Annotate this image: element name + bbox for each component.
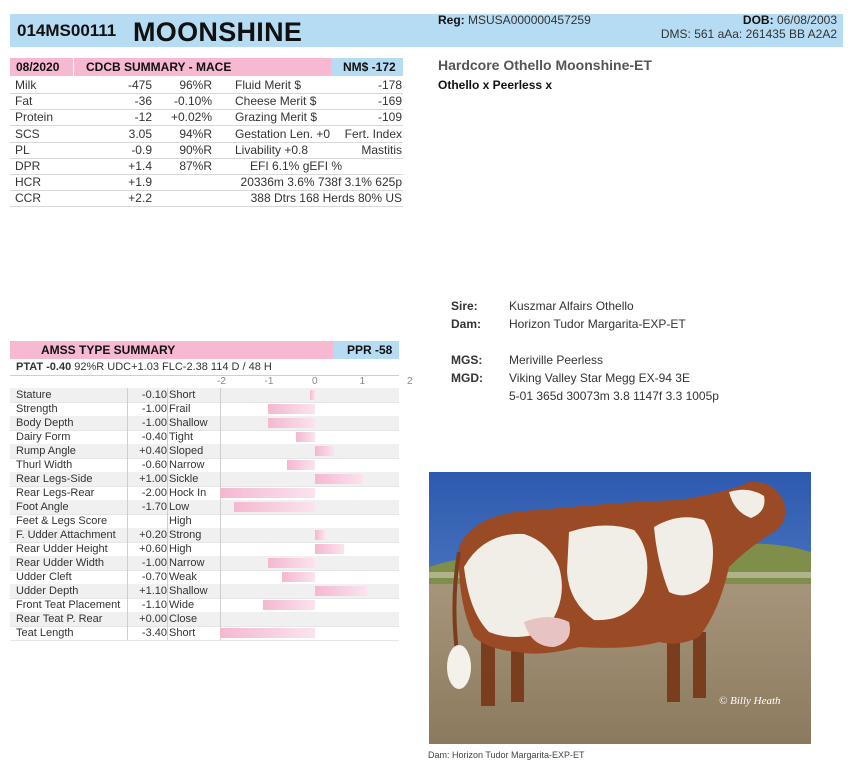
type-row	[10, 402, 399, 417]
production-cell-trait: DPR	[15, 159, 41, 173]
production-row	[10, 190, 403, 207]
type-bar	[268, 418, 316, 428]
type-trait: Rear Teat P. Rear	[16, 613, 103, 625]
type-trait: Rear Udder Width	[16, 557, 105, 569]
type-bar	[282, 572, 315, 582]
type-descriptor: Sloped	[169, 445, 204, 457]
summary-date: 08/2020	[16, 60, 60, 74]
type-descriptor: Shallow	[169, 417, 208, 429]
ptat-value: PTAT -0.40	[16, 361, 72, 373]
production-cell-val: +1.9	[128, 175, 152, 190]
type-trait: Front Teat Placement	[16, 599, 121, 611]
cow-photo	[429, 472, 811, 744]
type-value: +0.40	[139, 445, 167, 457]
production-cell-rel: 96%R	[179, 78, 212, 92]
dam-name: Horizon Tudor Margarita-EXP-ET	[509, 317, 686, 331]
type-trait: Strength	[16, 403, 58, 415]
type-trait: Rear Udder Height	[16, 543, 108, 555]
production-summary-title: CDCB SUMMARY - MACE	[86, 60, 232, 74]
column-separator	[127, 514, 128, 528]
type-value: -1.00	[141, 403, 167, 415]
type-value: -0.40	[141, 431, 167, 443]
type-bar	[268, 404, 316, 414]
ptat-line	[16, 361, 272, 373]
type-descriptor: High	[169, 515, 192, 527]
production-cell-trait: Protein	[15, 110, 54, 125]
type-bar	[287, 460, 316, 470]
production-row	[10, 174, 403, 191]
production-cell-trait: HCR	[15, 175, 41, 190]
column-separator	[167, 430, 168, 444]
production-cell-val: -0.9	[131, 142, 152, 157]
type-row	[10, 542, 399, 557]
type-value: +0.00	[139, 613, 167, 625]
column-separator	[127, 458, 128, 472]
type-row	[10, 570, 399, 585]
column-separator	[167, 528, 168, 542]
column-separator	[220, 444, 221, 458]
production-cell-label: 388 Dtrs 168 Herds 80% US	[250, 191, 402, 206]
type-bar	[220, 488, 315, 498]
column-separator	[167, 402, 168, 416]
type-descriptor: Wide	[169, 599, 195, 611]
type-value: -1.00	[141, 557, 167, 569]
bar-divider	[73, 58, 74, 76]
type-descriptor: Close	[169, 613, 198, 625]
column-separator	[127, 556, 128, 570]
sire-name: Kuszmar Alfairs Othello	[509, 299, 634, 313]
type-row	[10, 584, 399, 599]
type-trait: Rear Legs-Side	[16, 473, 93, 485]
production-cell-trait: CCR	[15, 191, 41, 206]
type-bar	[296, 432, 315, 442]
column-separator	[220, 514, 221, 528]
column-separator	[220, 472, 221, 486]
production-cell-rel: +0.02%	[170, 110, 212, 125]
column-separator	[127, 500, 128, 514]
axis-tick-label: 0	[312, 376, 318, 387]
production-cell-label: Fluid Merit $	[235, 78, 302, 92]
column-separator	[127, 528, 128, 542]
type-bar	[263, 600, 315, 610]
production-cell-rel: 87%R	[179, 159, 212, 173]
production-cell-label: Livability +0.8	[235, 142, 309, 157]
ptat-details: 92%R UDC+1.03 FLC-2.38 114 D / 48 H	[74, 361, 272, 373]
type-bar	[315, 474, 363, 484]
birth-date	[743, 13, 837, 27]
mgd-name: Viking Valley Star Megg EX-94 3E	[509, 371, 690, 385]
full-name: Hardcore Othello Moonshine-ET	[438, 57, 652, 73]
column-separator	[220, 556, 221, 570]
axis-tick-label: 1	[359, 376, 366, 387]
bull-code: 014MS00111	[17, 21, 117, 40]
type-bar	[315, 530, 325, 540]
mgd-label: MGD:	[451, 371, 483, 385]
dam-label: Dam:	[451, 317, 482, 331]
column-separator	[127, 416, 128, 430]
column-separator	[220, 528, 221, 542]
column-separator	[220, 430, 221, 444]
ptat-divider	[10, 375, 399, 376]
column-separator	[220, 388, 221, 402]
column-separator	[220, 542, 221, 556]
pedigree-line: Othello x Peerless x	[438, 78, 553, 92]
type-descriptor: Sickle	[169, 473, 199, 485]
production-cell-label: EFI 6.1% gEFI %	[250, 159, 343, 173]
production-cell-val2: Fert. Index	[344, 126, 402, 141]
production-cell-val2: -178	[377, 78, 402, 92]
type-trait: Rear Legs-Rear	[16, 487, 95, 499]
type-row	[10, 514, 399, 529]
production-cell-val: +2.2	[128, 191, 152, 206]
column-separator	[167, 514, 168, 528]
mgd-record: 5-01 365d 30073m 3.8 1147f 3.3 1005p	[509, 389, 719, 403]
type-bar	[310, 390, 315, 400]
column-separator	[167, 444, 168, 458]
type-trait: Teat Length	[16, 627, 74, 639]
column-separator	[167, 584, 168, 598]
column-separator	[167, 570, 168, 584]
type-value: +1.10	[139, 585, 167, 597]
type-row	[10, 472, 399, 487]
nm-badge: NM$ -172	[343, 60, 396, 74]
type-value: -2.00	[141, 487, 167, 499]
column-separator	[220, 416, 221, 430]
column-separator	[127, 444, 128, 458]
production-cell-label: Grazing Merit $	[235, 110, 318, 125]
type-row	[10, 612, 399, 627]
production-cell-val: -12	[134, 110, 152, 125]
column-separator	[220, 570, 221, 584]
type-bar	[315, 586, 367, 596]
type-descriptor: Low	[169, 501, 190, 513]
column-separator	[127, 430, 128, 444]
column-separator	[220, 612, 221, 626]
photo-caption: Dam: Horizon Tudor Margarita-EXP-ET	[428, 750, 585, 760]
column-separator	[127, 626, 128, 640]
column-separator	[127, 472, 128, 486]
type-trait: Stature	[16, 389, 52, 401]
production-cell-rel: 94%R	[179, 126, 212, 141]
production-row	[10, 158, 403, 175]
column-separator	[127, 570, 128, 584]
type-bar	[234, 502, 315, 512]
production-cell-rel: 90%R	[179, 142, 212, 157]
mgs-label: MGS:	[451, 353, 483, 367]
column-separator	[167, 556, 168, 570]
type-row	[10, 416, 399, 431]
type-value: -1.70	[141, 501, 167, 513]
production-cell-trait: SCS	[15, 126, 40, 141]
column-separator	[167, 612, 168, 626]
type-trait: F. Udder Attachment	[16, 529, 116, 541]
dob-label: DOB:	[742, 13, 774, 27]
column-separator	[127, 402, 128, 416]
type-descriptor: Frail	[169, 403, 191, 415]
mgs-name: Meriville Peerless	[509, 353, 604, 367]
column-separator	[167, 416, 168, 430]
type-descriptor: High	[169, 543, 192, 555]
type-descriptor: Tight	[169, 431, 194, 443]
column-separator	[127, 388, 128, 402]
type-row	[10, 500, 399, 515]
production-cell-val: +1.4	[128, 159, 152, 173]
type-row	[10, 486, 399, 501]
production-cell-label: Cheese Merit $	[235, 94, 317, 109]
type-value: -0.70	[141, 571, 167, 583]
type-value: +1.00	[139, 473, 167, 485]
production-cell-trait: Milk	[15, 78, 37, 92]
type-value: +0.60	[139, 543, 167, 555]
type-trait: Dairy Form	[16, 431, 71, 443]
column-separator	[127, 486, 128, 500]
production-cell-val2: -109	[377, 110, 402, 125]
production-cell-val: -36	[134, 94, 152, 109]
column-separator	[167, 598, 168, 612]
type-descriptor: Short	[169, 627, 196, 639]
type-descriptor: Narrow	[169, 557, 205, 569]
type-row	[10, 388, 399, 403]
type-bar	[268, 558, 316, 568]
type-descriptor: Hock In	[169, 487, 207, 499]
type-row	[10, 598, 399, 613]
production-cell-val2: Mastitis	[361, 142, 402, 157]
production-row	[10, 142, 403, 159]
type-row	[10, 444, 399, 459]
type-descriptor: Short	[169, 389, 196, 401]
type-descriptor: Strong	[169, 529, 202, 541]
column-separator	[220, 500, 221, 514]
type-bar	[315, 544, 344, 554]
axis-tick-label: -2	[217, 376, 226, 387]
type-row	[10, 458, 399, 473]
type-value: -1.10	[141, 599, 167, 611]
type-trait: Body Depth	[16, 417, 74, 429]
type-row	[10, 430, 399, 445]
column-separator	[127, 598, 128, 612]
bull-name: MOONSHINE	[133, 17, 303, 47]
reg-label: Reg:	[438, 13, 465, 27]
column-separator	[127, 584, 128, 598]
type-row	[10, 626, 399, 641]
production-row	[10, 93, 403, 110]
column-separator	[220, 402, 221, 416]
type-value: +0.20	[139, 529, 167, 541]
column-separator	[167, 500, 168, 514]
dms-line: DMS: 561 aAa: 261435 BB A2A2	[660, 27, 837, 41]
column-separator	[167, 458, 168, 472]
column-separator	[167, 388, 168, 402]
type-descriptor: Shallow	[169, 585, 208, 597]
production-row	[10, 109, 403, 126]
column-separator	[167, 626, 168, 640]
reg-value: MSUSA000000457259	[468, 13, 591, 27]
production-cell-rel: -0.10%	[173, 94, 212, 109]
type-value: -1.00	[141, 417, 167, 429]
type-bar	[220, 628, 315, 638]
ppr-badge: PPR -58	[347, 343, 393, 357]
type-bar	[315, 446, 334, 456]
type-value: -3.40	[141, 627, 167, 639]
type-trait: Rump Angle	[16, 445, 76, 457]
production-cell-trait: PL	[15, 142, 30, 157]
production-cell-label: Gestation Len. +0	[235, 126, 331, 141]
dob-value: 06/08/2003	[776, 13, 837, 27]
type-value: -0.60	[141, 459, 167, 471]
production-cell-val: -475	[127, 78, 152, 92]
production-row	[10, 126, 403, 143]
column-separator	[127, 542, 128, 556]
type-trait: Feet & Legs Score	[16, 515, 108, 527]
axis-tick-label: 2	[407, 376, 413, 387]
production-cell-label: 20336m 3.6% 738f 3.1% 625p	[240, 175, 402, 190]
type-row	[10, 556, 399, 571]
type-descriptor: Weak	[169, 571, 197, 583]
production-cell-trait: Fat	[15, 94, 33, 109]
type-trait: Thurl Width	[16, 459, 73, 471]
type-value: -0.10	[141, 389, 167, 401]
type-trait: Udder Depth	[16, 585, 79, 597]
registration	[438, 13, 591, 27]
type-row	[10, 528, 399, 543]
type-descriptor: Narrow	[169, 459, 205, 471]
production-cell-val2: -169	[377, 94, 402, 109]
column-separator	[220, 458, 221, 472]
sire-label: Sire:	[451, 299, 478, 313]
type-trait: Udder Cleft	[16, 571, 72, 583]
production-row	[10, 77, 403, 94]
column-separator	[167, 542, 168, 556]
column-separator	[220, 598, 221, 612]
column-separator	[167, 472, 168, 486]
type-summary-title: AMSS TYPE SUMMARY	[41, 343, 176, 357]
column-separator	[127, 612, 128, 626]
column-separator	[220, 584, 221, 598]
axis-tick-label: -1	[264, 376, 274, 387]
type-trait: Foot Angle	[16, 501, 69, 513]
photo-credit: © Billy Heath	[719, 695, 781, 707]
production-cell-val: 3.05	[128, 126, 152, 141]
column-separator	[167, 486, 168, 500]
